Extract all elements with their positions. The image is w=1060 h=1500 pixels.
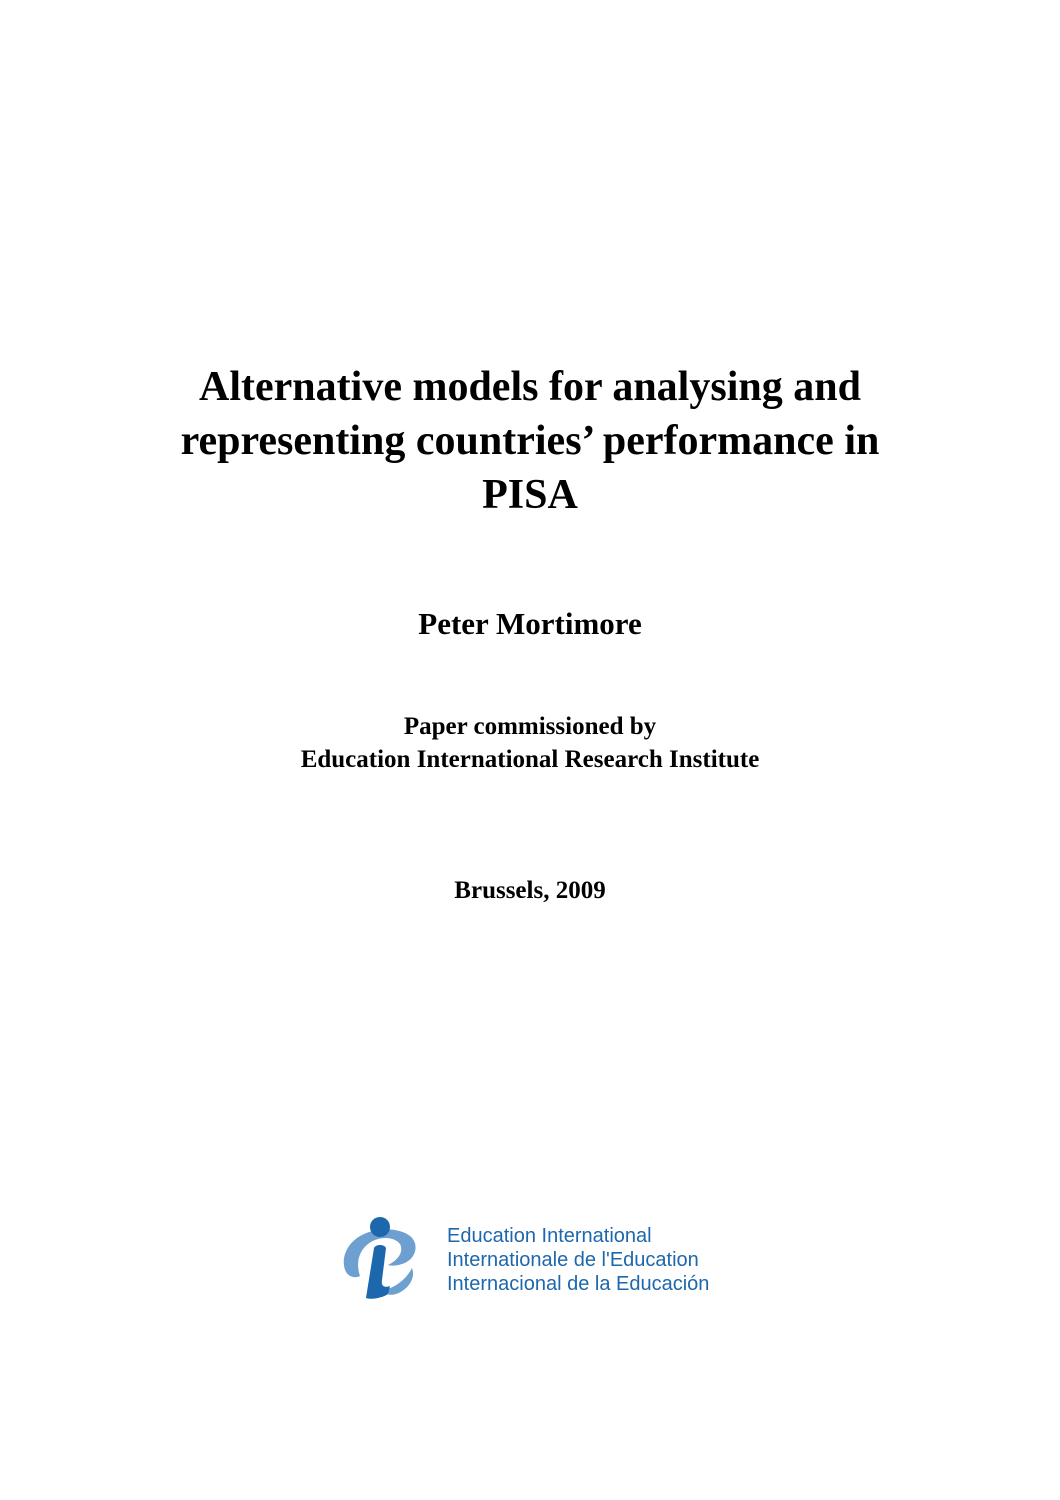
author-name: Peter Mortimore — [418, 606, 642, 641]
logo-text-line-1: Education International — [447, 1225, 652, 1247]
education-international-logo — [338, 1216, 708, 1300]
logo-text-line-3: Internacional de la Educación — [447, 1273, 710, 1295]
education-international-i-logo-icon — [338, 1216, 422, 1300]
document-title — [0, 360, 1060, 522]
commission-note — [0, 710, 1060, 776]
title-line-2: representing countries’ performance in — [180, 418, 880, 464]
commission-line-2: Education International Research Institute — [300, 746, 760, 773]
logo-text-line-2: Internationale de l'Education — [447, 1249, 699, 1271]
title-line-3: PISA — [482, 472, 578, 518]
logo-text — [447, 1224, 709, 1296]
place-date: Brussels, 2009 — [454, 877, 606, 904]
commission-line-1: Paper commissioned by — [403, 713, 657, 740]
title-line-1: Alternative models for analysing and — [199, 364, 861, 410]
